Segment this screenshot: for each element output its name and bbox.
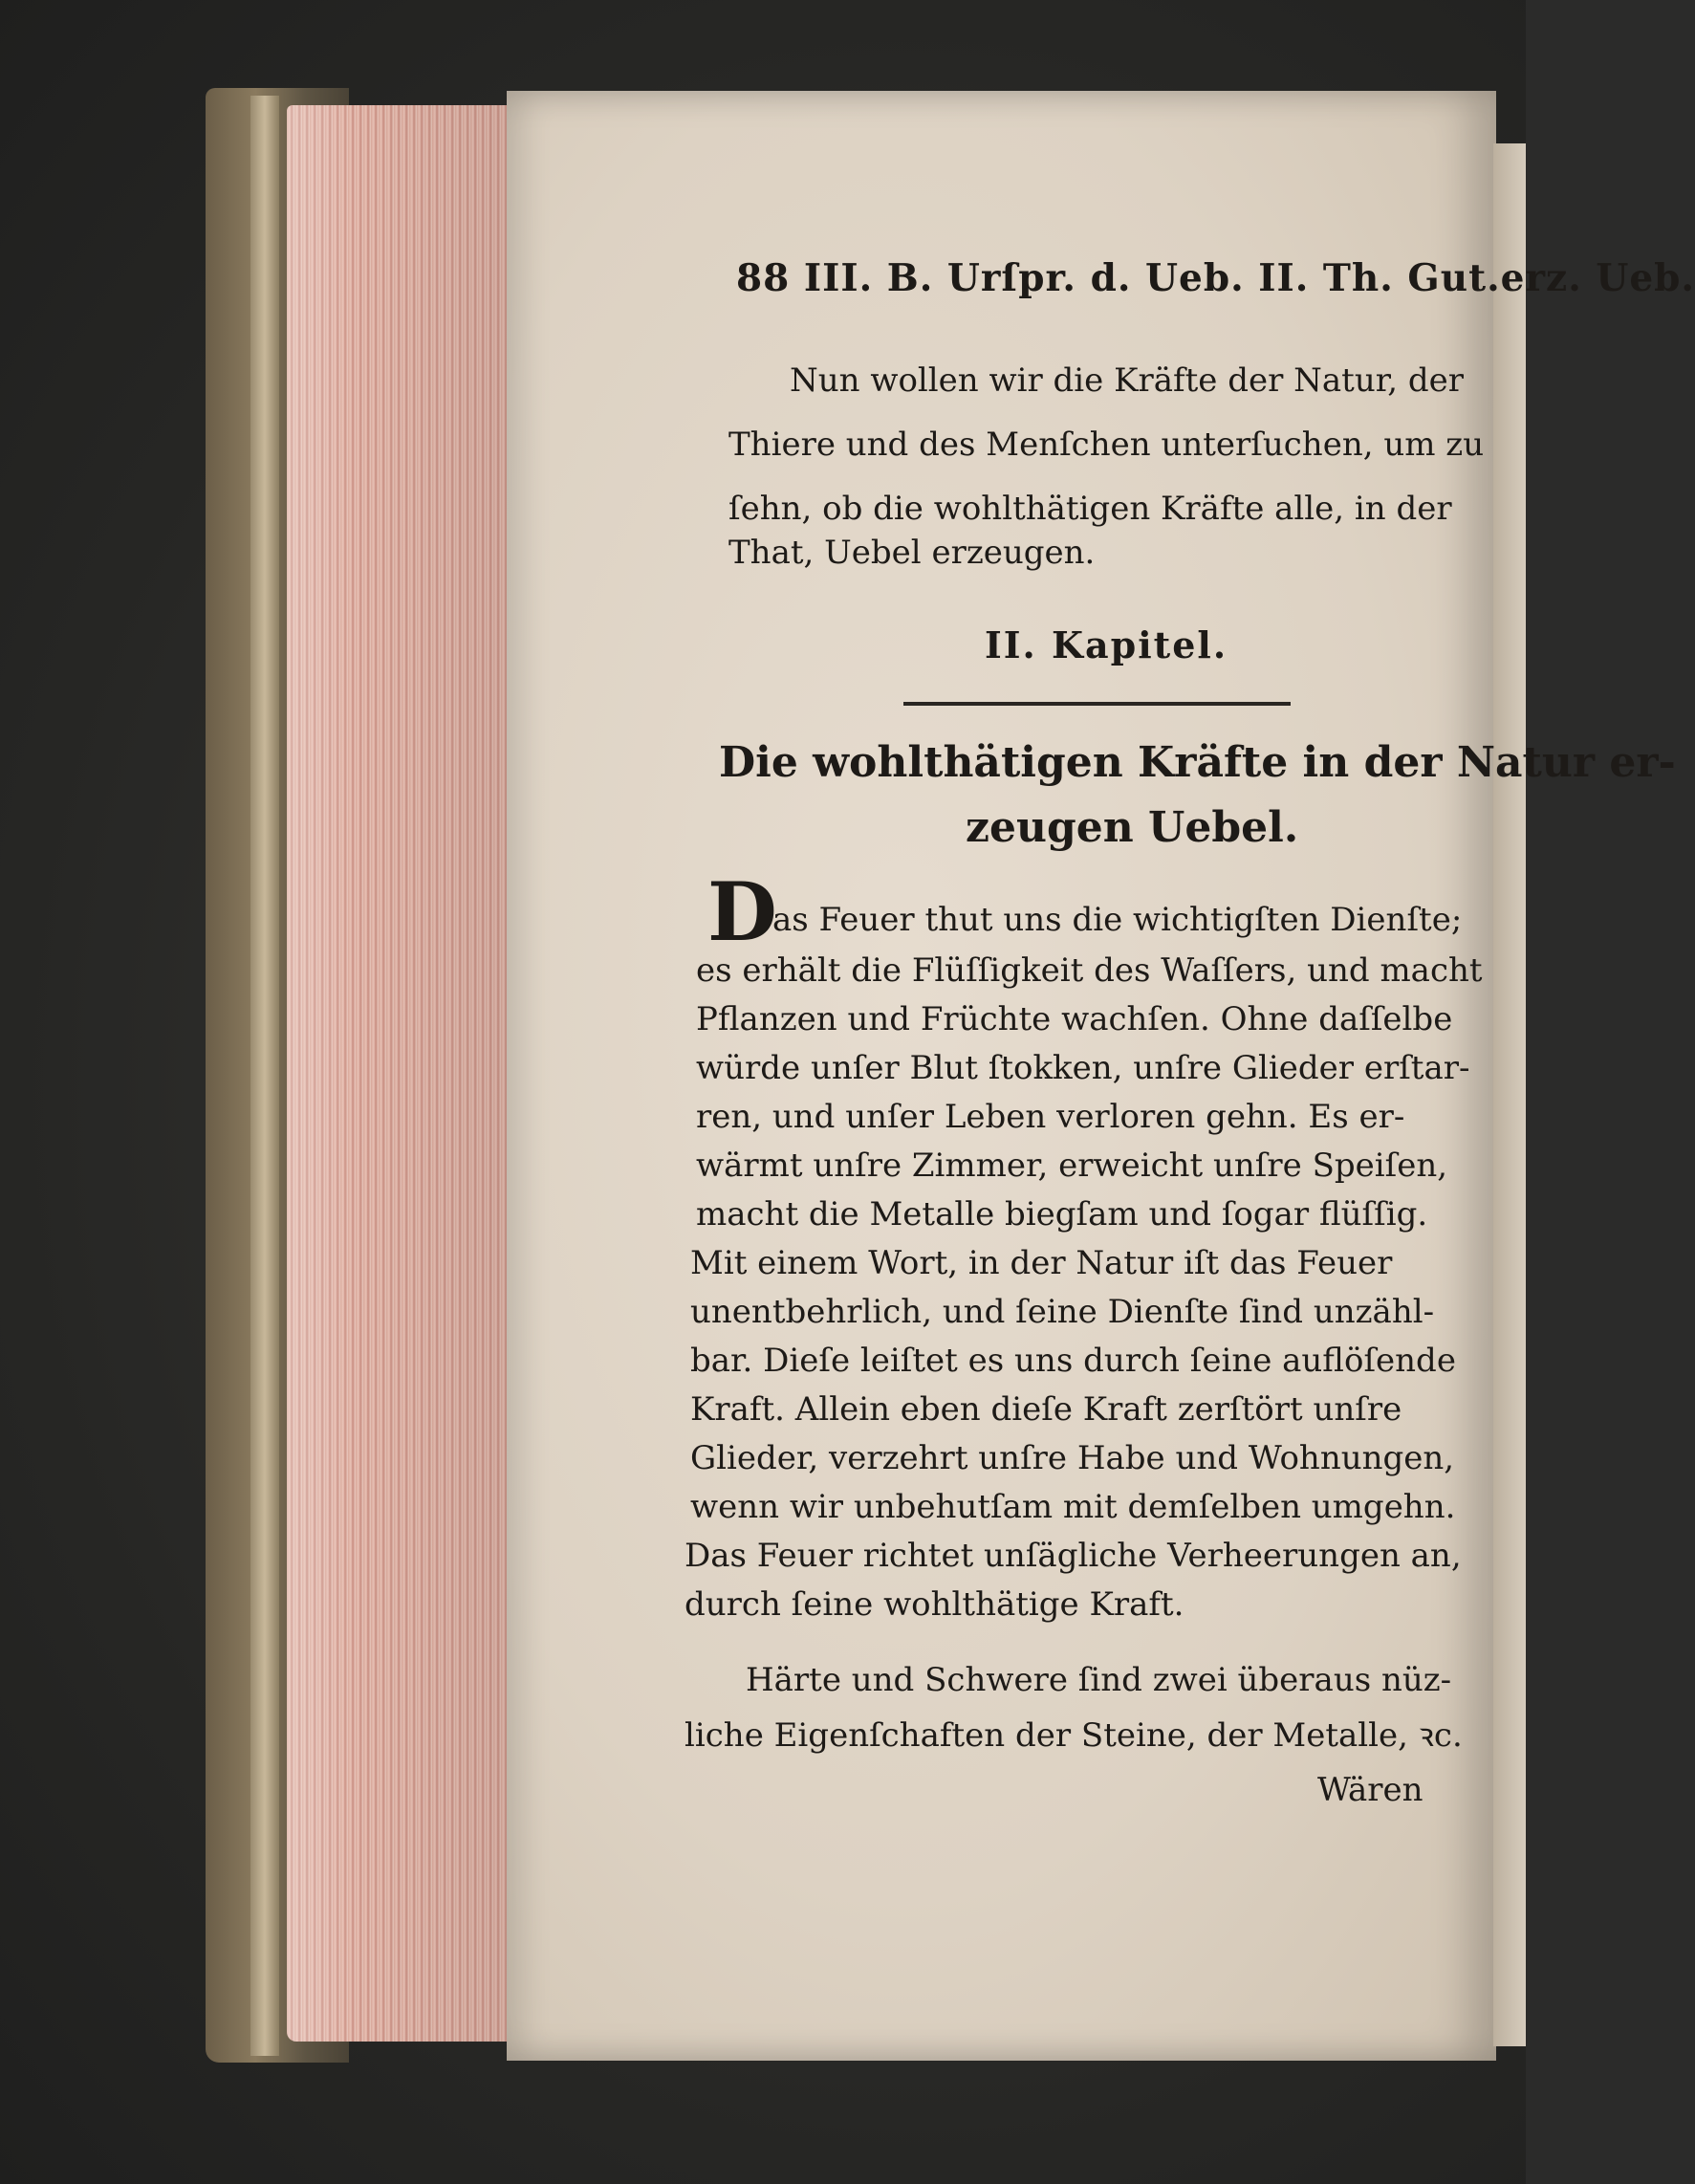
body-line: wenn wir unbehutſam mit demſelben umgehn. — [690, 1488, 1456, 1526]
cover-spine-edge — [250, 96, 279, 2056]
body-line: Härte und Schwere ſind zwei überaus nüz- — [746, 1661, 1452, 1699]
catchword: Wären — [1317, 1771, 1423, 1809]
intro-line: Thiere und des Menſchen unterſuchen, um zu — [728, 426, 1485, 464]
body-line: bar. Dieſe leiſtet es uns durch ſeine auflöſende — [690, 1342, 1456, 1380]
body-line: macht die Metalle biegſam und ſogar flüſſig. — [696, 1195, 1428, 1234]
body-line: unentbehrlich, und ſeine Dienſte ſind unzähl- — [690, 1293, 1435, 1331]
body-line: as Feuer thut uns die wichtigſten Dienſte; — [772, 901, 1463, 939]
chapter-title-line: zeugen Uebel. — [966, 803, 1299, 852]
body-line: Kraft. Allein eben dieſe Kraft zerſtört unſre — [690, 1390, 1402, 1429]
body-line: würde unſer Blut ſtokken, unſre Glieder erſtar- — [696, 1049, 1470, 1087]
body-line: liche Eigenſchaften der Steine, der Metalle, ꝛc. — [685, 1716, 1463, 1755]
chapter-heading: II. Kapitel. — [985, 623, 1228, 666]
body-line: es erhält die Flüſſigkeit des Waſſers, und macht — [696, 951, 1483, 990]
running-head: 88 III. B. Urſpr. d. Ueb. II. Th. Gut.erz. Ueb. — [736, 256, 1695, 300]
body-line: Pflanzen und Früchte wachſen. Ohne daſſelbe — [696, 1000, 1453, 1038]
body-line: durch ſeine wohlthätige Kraft. — [685, 1585, 1184, 1624]
body-line: ren, und unſer Leben verloren gehn. Es er- — [696, 1098, 1405, 1136]
intro-line: Nun wollen wir die Kräfte der Natur, der — [790, 361, 1465, 400]
intro-line: ſehn, ob die wohlthätigen Kräfte alle, in der — [728, 490, 1452, 528]
chapter-rule — [903, 702, 1291, 706]
body-line: Das Feuer richtet unſägliche Verheerungen an, — [685, 1537, 1462, 1575]
body-line: wärmt unſre Zimmer, erweicht unſre Speiſen, — [696, 1147, 1448, 1185]
page-block-shade — [287, 105, 511, 2042]
intro-line: That, Uebel erzeugen. — [728, 534, 1096, 572]
body-line: Glieder, verzehrt unſre Habe und Wohnungen, — [690, 1439, 1455, 1477]
body-line: Mit einem Wort, in der Natur iſt das Feuer — [690, 1244, 1393, 1282]
chapter-title-line: Die wohlthätigen Kräfte in der Natur er- — [719, 738, 1676, 787]
facing-page-edge — [1493, 143, 1526, 2046]
drop-capital: D — [707, 864, 777, 959]
